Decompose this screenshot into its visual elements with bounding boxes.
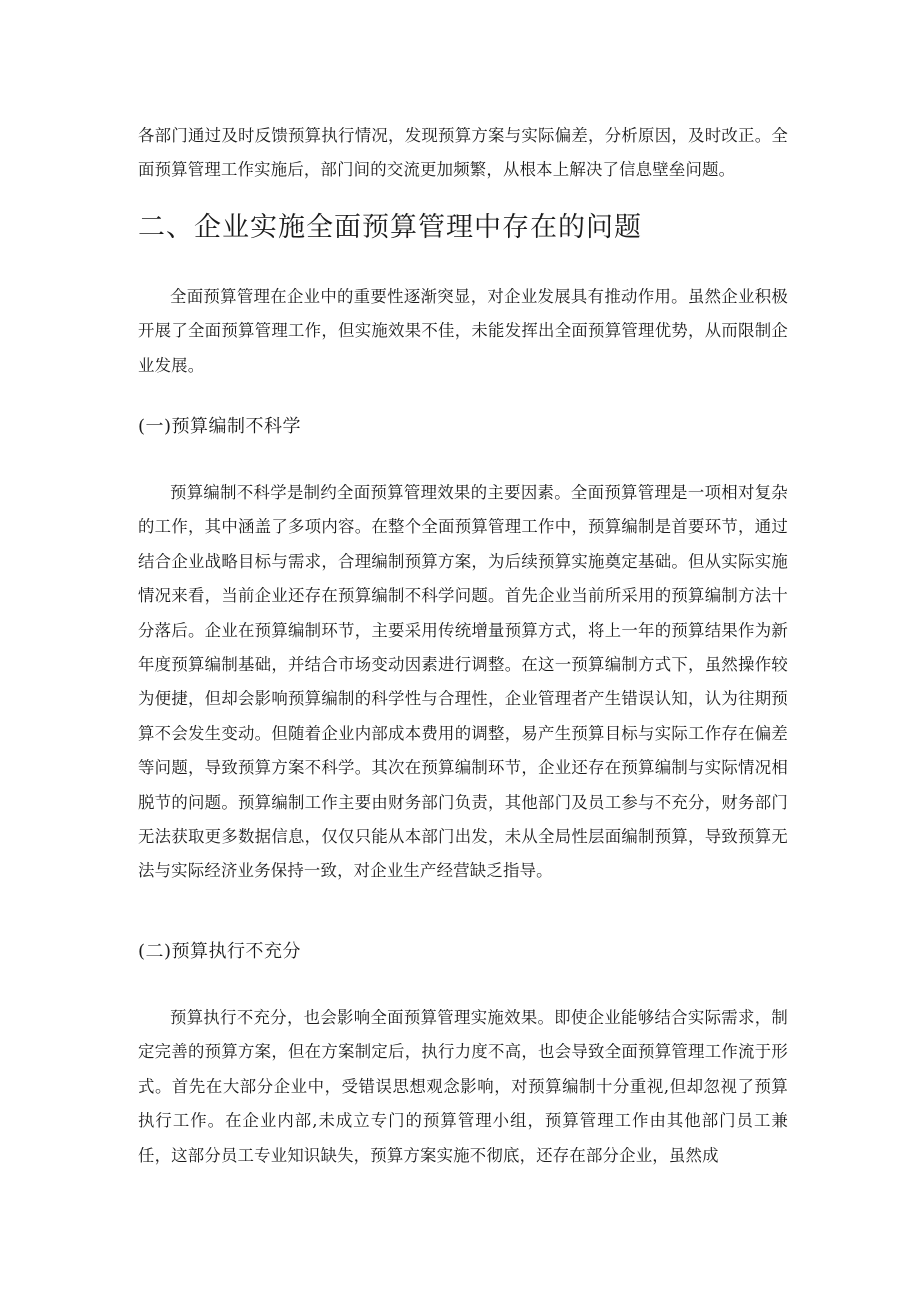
subsection-1-heading: (一)预算编制不科学: [138, 416, 302, 437]
subsection-2-heading: (二)预算执行不充分: [138, 941, 302, 962]
subsection-1-paragraph: 预算编制不科学是制约全面预算管理效果的主要因素。全面预算管理是一项相对复杂的工作，其中涵盖了多项内容。在整个全面预算管理工作中，预算编制是首要环节，通过结合企业战略目标与需求，合理编制预算方案，为后续预算实施奠定基础。但从实际实施情况来看，当前企业还存在预算编制不科学问题。首先企业当前所采用的预算编制方法十分落后。企业在预算编制环节，主要采用传统增量预算方式，将上一年的预算结果作为新年度预算编制基础，并结合市场变动因素进行调整。在这一预算编制方式下，虽然操作较为便捷，但却会影响预算编制的科学性与合理性，企业管理者产生错误认知，认为往期预算不会发生变动。但随着企业内部成本费用的调整，易产生预算目标与实际工作存在偏差等问题，导致预算方案不科学。其次在预算编制环节，企业还存在预算编制与实际情况相脱节的问题。预算编制工作主要由财务部门负责，其他部门及员工参与不充分，财务部门无法获取更多数据信息，仅仅只能从本部门出发，未从全局性层面编制预算，导致预算无法与实际经济业务保持一致，对企业生产经营缺乏指导。: [138, 483, 788, 881]
subsection-2-paragraph: 预算执行不充分，也会影响全面预算管理实施效果。即使企业能够结合实际需求，制定完善的预算方案，但在方案制定后，执行力度不高，也会导致全面预算管理工作流于形式。首先在大部分企业中，受错误思想观念影响，对预算编制十分重视,但却忽视了预算执行工作。在企业内部,未成立专门的预算管理小组，预算管理工作由其他部门员工兼任，这部分员工专业知识缺失，预算方案实施不彻底，还存在部分企业，虽然成: [138, 1008, 788, 1165]
section-paragraph: 全面预算管理在企业中的重要性逐渐突显，对企业发展具有推动作用。虽然企业积极开展了全面预算管理工作，但实施效果不佳，未能发挥出全面预算管理优势，从而限制企业发展。: [138, 287, 788, 375]
section-heading: 二、企业实施全面预算管理中存在的问题: [138, 212, 642, 243]
intro-paragraph: 各部门通过及时反馈预算执行情况，发现预算方案与实际偏差，分析原因，及时改正。全面预算管理工作实施后，部门间的交流更加频繁，从根本上解决了信息壁垒问题。: [138, 126, 788, 180]
